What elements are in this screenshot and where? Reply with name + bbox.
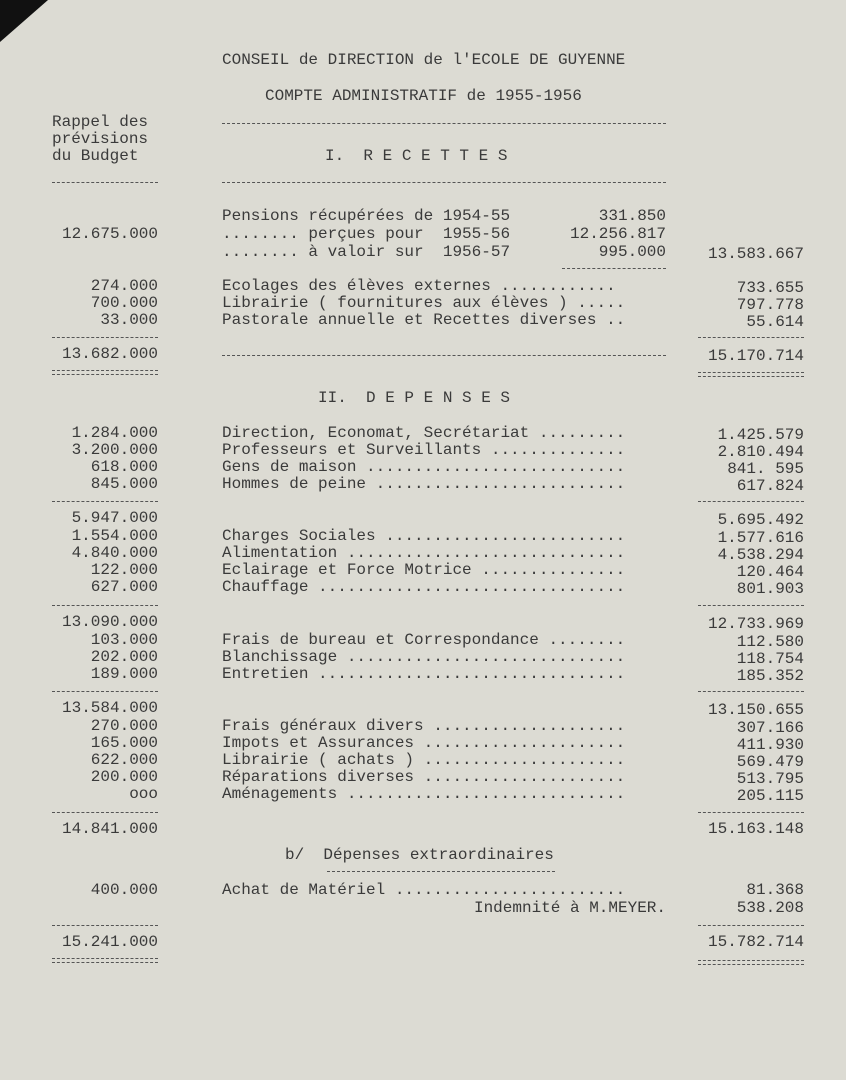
budget-column-header-line-1: Rappel des <box>52 113 149 131</box>
depense-label: Gens de maison ........................... <box>222 458 626 476</box>
depense-actual: 1.577.616 <box>717 529 804 547</box>
depense-actual: 2.810.494 <box>717 443 804 461</box>
depense-actual: 801.903 <box>736 580 804 598</box>
depense-actual: 513.795 <box>736 770 804 788</box>
depense-actual: 185.352 <box>736 667 804 685</box>
pension-amount: 995.000 <box>598 243 666 261</box>
depense-label: Aménagements ............................. <box>222 785 626 803</box>
depense-budget: 4.840.000 <box>71 544 158 562</box>
depense-budget: ooo <box>129 785 158 803</box>
divider <box>222 123 666 124</box>
depense-budget: 122.000 <box>90 561 158 579</box>
recette-actual: 797.778 <box>736 296 804 314</box>
depense-actual: 205.115 <box>736 787 804 805</box>
subtotal-budget: 5.947.000 <box>71 509 158 527</box>
divider <box>52 337 158 338</box>
subtotal-budget: 14.841.000 <box>61 820 158 838</box>
depense-budget: 165.000 <box>90 734 158 752</box>
subtotal-actual: 12.733.969 <box>707 615 804 633</box>
depense-label: Frais généraux divers .................... <box>222 717 626 735</box>
recette-budget: 33.000 <box>100 311 158 329</box>
depense-label: Hommes de peine .......................... <box>222 475 626 493</box>
depense-label: Réparations diverses ..................... <box>222 768 626 786</box>
grand-total-actual: 15.782.714 <box>707 933 804 951</box>
extra-budget: 400.000 <box>90 881 158 899</box>
recette-label: Ecolages des élèves externes ............ <box>222 277 616 295</box>
depense-budget: 103.000 <box>90 631 158 649</box>
depense-actual: 411.930 <box>736 736 804 754</box>
divider <box>327 871 555 872</box>
torn-corner <box>0 0 48 42</box>
grand-total-budget: 15.241.000 <box>61 933 158 951</box>
recette-budget: 700.000 <box>90 294 158 312</box>
subtotal-budget: 13.584.000 <box>61 699 158 717</box>
depense-label: Direction, Economat, Secrétariat ......... <box>222 424 626 442</box>
depense-budget: 200.000 <box>90 768 158 786</box>
recette-budget: 274.000 <box>90 277 158 295</box>
document-subtitle: COMPTE ADMINISTRATIF de 1955-1956 <box>265 87 582 105</box>
extra-actual: 81.368 <box>746 881 804 899</box>
depense-actual: 118.754 <box>736 650 804 668</box>
divider <box>52 501 158 502</box>
divider <box>698 605 804 606</box>
depense-actual: 569.479 <box>736 753 804 771</box>
recette-label: Pastorale annuelle et Recettes diverses .. <box>222 311 626 329</box>
document-title: CONSEIL de DIRECTION de l'ECOLE DE GUYENNE <box>222 51 626 69</box>
depense-label: Frais de bureau et Correspondance ........ <box>222 631 626 649</box>
depense-actual: 1.425.579 <box>717 426 804 444</box>
depense-budget: 270.000 <box>90 717 158 735</box>
pension-amount: 331.850 <box>598 207 666 225</box>
depense-budget: 1.554.000 <box>71 527 158 545</box>
pension-budget: 12.675.000 <box>61 225 158 243</box>
depense-label: Librairie ( achats ) ..................... <box>222 751 626 769</box>
divider <box>222 355 666 356</box>
depense-budget: 845.000 <box>90 475 158 493</box>
depense-budget: 202.000 <box>90 648 158 666</box>
depense-label: Entretien ................................ <box>222 665 626 683</box>
depense-label: Eclairage et Force Motrice ............... <box>222 561 626 579</box>
budget-column-header-line-3: du Budget <box>52 147 139 165</box>
depense-budget: 627.000 <box>90 578 158 596</box>
divider <box>52 182 158 183</box>
recettes-total-actual: 15.170.714 <box>707 347 804 365</box>
depense-budget: 3.200.000 <box>71 441 158 459</box>
depense-actual: 617.824 <box>736 477 804 495</box>
divider <box>52 812 158 813</box>
extra-actual: 538.208 <box>736 899 804 917</box>
depense-budget: 618.000 <box>90 458 158 476</box>
depense-label: Chauffage ................................ <box>222 578 626 596</box>
double-rule <box>698 960 804 965</box>
depense-label: Impots et Assurances ..................... <box>222 734 626 752</box>
pension-amount: 12.256.817 <box>569 225 666 243</box>
pension-label: ........ perçues pour 1955-56 <box>222 225 511 243</box>
double-rule <box>698 372 804 377</box>
subtotal-budget: 13.090.000 <box>61 613 158 631</box>
depense-actual: 841. 595 <box>727 460 804 478</box>
divider <box>698 501 804 502</box>
extra-label: Achat de Matériel ........................ <box>222 881 626 899</box>
divider <box>52 925 158 926</box>
section-heading-extraordinaires: b/ Dépenses extraordinaires <box>285 846 554 864</box>
depense-actual: 4.538.294 <box>717 546 804 564</box>
divider <box>52 691 158 692</box>
double-rule <box>52 958 158 963</box>
subtotal-actual: 13.150.655 <box>707 701 804 719</box>
divider <box>698 812 804 813</box>
subtotal-actual: 15.163.148 <box>707 820 804 838</box>
depense-actual: 112.580 <box>736 633 804 651</box>
depense-budget: 622.000 <box>90 751 158 769</box>
pension-label: Pensions récupérées de 1954-55 <box>222 207 511 225</box>
depense-budget: 1.284.000 <box>71 424 158 442</box>
depense-actual: 120.464 <box>736 563 804 581</box>
pension-label: ........ à valoir sur 1956-57 <box>222 243 511 261</box>
recette-label: Librairie ( fournitures aux élèves ) ..... <box>222 294 626 312</box>
divider <box>222 182 666 183</box>
depense-label: Professeurs et Surveillants .............. <box>222 441 626 459</box>
double-rule <box>52 370 158 375</box>
extra-label: Indemnité à M.MEYER. <box>473 899 666 917</box>
recette-actual: 733.655 <box>736 279 804 297</box>
recettes-total-budget: 13.682.000 <box>61 345 158 363</box>
depense-label: Charges Sociales ......................... <box>222 527 626 545</box>
depense-label: Blanchissage ............................. <box>222 648 626 666</box>
recette-actual: 55.614 <box>746 313 804 331</box>
divider <box>698 925 804 926</box>
divider <box>562 268 666 269</box>
section-heading-recettes: I. R E C E T T E S <box>325 147 508 165</box>
divider <box>52 605 158 606</box>
pension-total: 13.583.667 <box>707 245 804 263</box>
depense-budget: 189.000 <box>90 665 158 683</box>
depense-actual: 307.166 <box>736 719 804 737</box>
depense-label: Alimentation ............................. <box>222 544 626 562</box>
section-heading-depenses: II. D E P E N S E S <box>318 389 511 407</box>
subtotal-actual: 5.695.492 <box>717 511 804 529</box>
divider <box>698 691 804 692</box>
budget-column-header-line-2: prévisions <box>52 130 149 148</box>
divider <box>698 337 804 338</box>
